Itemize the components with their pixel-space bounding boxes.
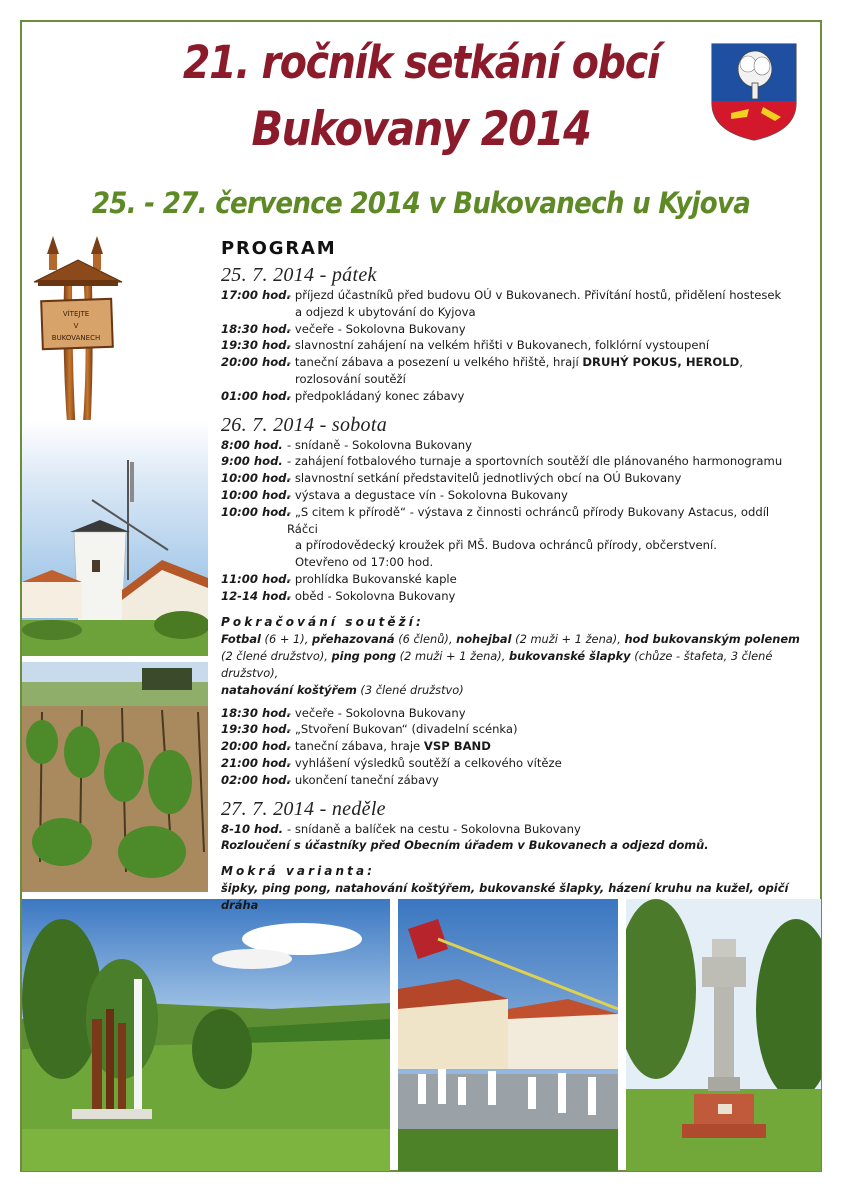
schedule-row: 11:00 hod. - prohlídka Bukovanské kaple [221,571,457,586]
sign-text-1: VÍTEJTE [62,310,90,318]
band-name: VSP BAND [423,739,491,754]
competition-heading: Pokračování soutěží: [221,614,424,629]
schedule-row-cont: Otevřeno od 17:00 hod. [295,555,434,570]
main-title-line2: Bukovany 2014 [251,102,591,157]
village-crest-icon [711,43,797,141]
schedule-row: 10:00 hod. - výstava a degustace vín - Sokolovna Bukovany [221,487,568,502]
schedule-row: 10:00 hod. - slavnostní setkání představitelů jednotlivých obcí na OÚ Bukovany [221,471,682,486]
competition-line-3: natahování koštýřem (3 člené družstvo) [221,682,464,697]
schedule-row: 18:30 hod. - večeře - Sokolovna Bukovany [221,705,466,720]
windmill-photo [22,420,208,656]
main-title-line1: 21. ročník setkání obcí [182,36,660,89]
schedule-row: 8-10 hod. - snídaně a balíček na cestu - Sokolovna Bukovany [221,821,581,836]
wet-variant-text: šipky, ping pong, natahování koštýřem, bukovanské šlapky, házení kruhu na kužel, opičí dráha [221,881,789,913]
welcome-sign-icon [28,232,128,442]
program-section [221,238,801,914]
schedule-row: 8:00 hod. - snídaně - Sokolovna Bukovany [221,437,473,452]
schedule-row: 20:00 hod. - taneční zábava, hraje VSP BAND [221,739,491,754]
schedule-row-cont: rozlosování soutěží [295,371,406,386]
schedule-row: 18:30 hod. - večeře - Sokolovna Bukovany [221,321,466,336]
schedule-row: 19:30 hod. - „Stvoření Bukovan“ (divadelní scénka) [221,722,518,737]
competition-line-2: (2 člené družstvo), ping pong (2 muži + 1 žena), bukovanské šlapky (chůze - štafeta, 3 člené družstvo), [221,648,773,680]
schedule-row: 10:00 hod. - „S citem k přírodě“ - výstava z činnosti ochránců přírody Bukovany Astacus, oddíl Ráčci [221,504,770,536]
farewell-text: Rozloučení s účastníky před Obecním úřadem v Bukovanech a odjezd domů. [221,838,709,853]
schedule-row: 12-14 hod. - oběd - Sokolovna Bukovany [221,588,456,603]
schedule-row: 21:00 hod. - vyhlášení výsledků soutěží a celkového vítěze [221,755,562,770]
sign-text-3: BUKOVANECH [51,334,101,342]
sign-text-2: V [73,322,79,330]
maypole-celebration-photo [398,899,618,1171]
schedule-row: 19:30 hod. - slavnostní zahájení na velkém hřišti v Bukovanech, folklórní vystoupení [221,338,710,353]
competition-line-1: Fotbal (6 + 1), přehazovaná (6 členů), nohejbal (2 muži + 1 žena), hod bukovanským polenem [221,631,800,646]
event-subtitle: 25. - 27. července 2014 v Bukovanech u Kyjova [91,186,751,220]
vineyard-photo [22,662,208,892]
bands-names: DRUHÝ POKUS, HEROLD [582,355,740,370]
landscape-sculpture-photo [22,899,390,1171]
wet-variant-heading: Mokrá varianta: [221,864,376,879]
program-heading: PROGRAM [221,238,337,259]
day-heading-saturday: 26. 7. 2014 - sobota [221,413,387,436]
schedule-row: 9:00 hod. - zahájení fotbalového turnaje a sportovních soutěží dle plánovaného harmonogramu [221,454,783,469]
day-heading-friday: 25. 7. 2014 - pátek [221,264,377,286]
schedule-row: 02:00 hod. - ukončení taneční zábavy [221,772,439,787]
schedule-row: 01:00 hod. - předpokládaný konec zábavy [221,388,465,403]
schedule-row-cont: a přírodovědecký kroužek při MŠ. Budova ochránců přírody, občerstvení. [295,538,717,553]
schedule-row-cont: a odjezd k ubytování do Kyjova [295,304,476,319]
schedule-row: 20:00 hod. - taneční zábava a posezení u velkého hřiště, hrají DRUHÝ POKUS, HEROLD, [221,355,743,370]
schedule-row: 17:00 hod. - příjezd účastníků před budovu OÚ v Bukovanech. Přivítání hostů, přidělení hostesek [221,288,782,302]
day-heading-sunday: 27. 7. 2014 - neděle [221,797,386,820]
stone-cross-monument-photo [626,899,821,1171]
